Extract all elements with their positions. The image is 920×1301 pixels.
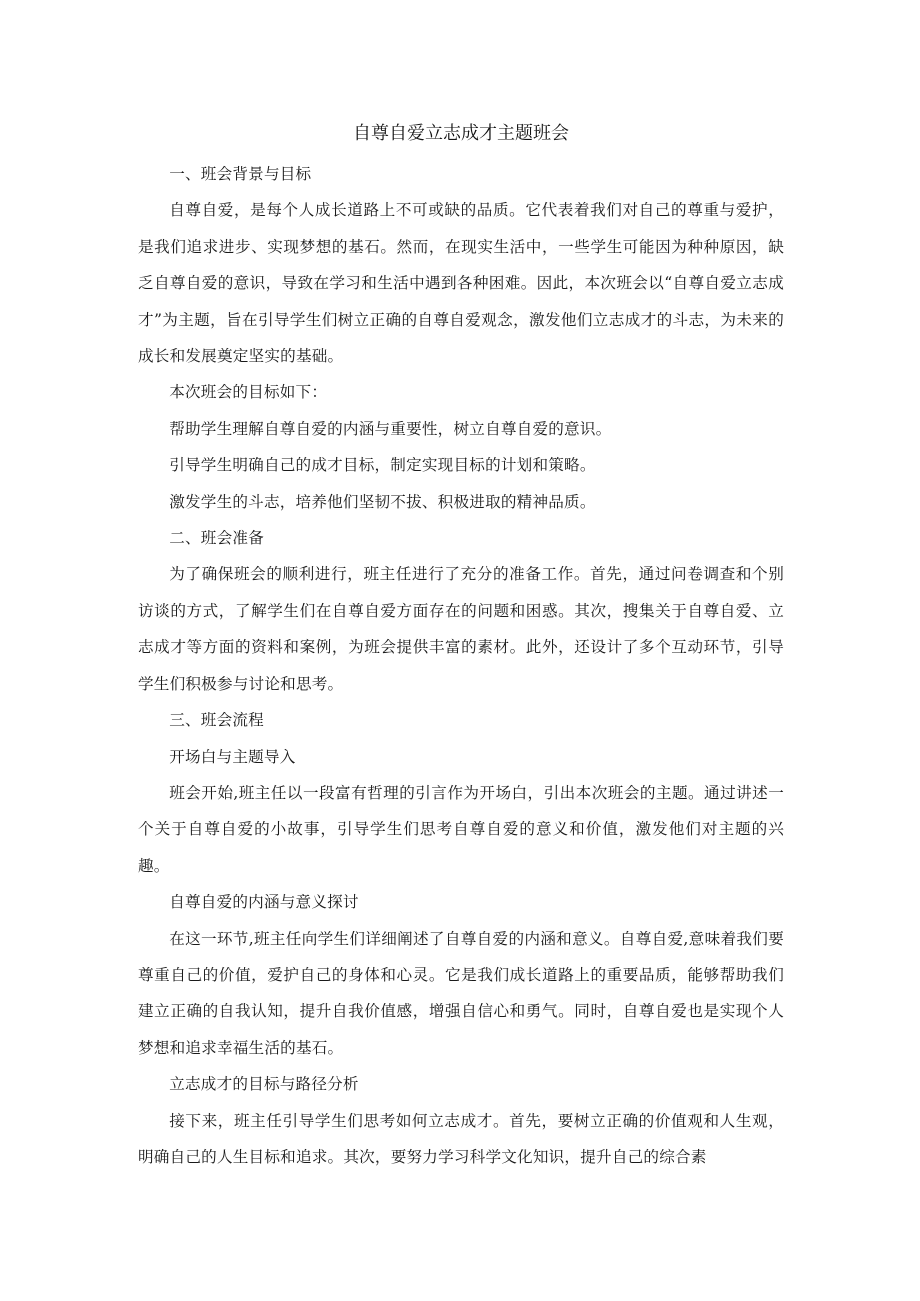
- document-body: [138, 118, 784, 1175]
- section-heading-background: 一、班会背景与目标: [169, 165, 312, 183]
- subheading-goals-path: 立志成才的目标与路径分析: [169, 1075, 359, 1094]
- paragraph-background: 自尊自爱，是每个人成长道路上不可或缺的品质。它代表着我们对自己的尊重与爱护，是我们追求进步、实现梦想的基石。然而，在现实生活中，一些学生可能因为种种原因，缺乏自尊自爱的意识，导致在学习和生活中遇到各种困难。因此，本次班会以“自尊自爱立志成才”为主题，旨在引导学生们树立正确的自尊自爱观念，激发他们立志成才的斗志，为未来的成长和发展奠定坚实的基础。: [138, 201, 784, 366]
- paragraph-goals-path: 接下来，班主任引导学生们思考如何立志成才。首先，要树立正确的价值观和人生观，明确自己的人生目标和追求。其次，要努力学习科学文化知识，提升自己的综合素: [138, 1111, 784, 1166]
- section-heading-process: 三、班会流程: [169, 711, 264, 730]
- goal-item-2: 引导学生明确自己的成才目标，制定实现目标的计划和策略。: [169, 456, 596, 475]
- goal-item-3: 激发学生的斗志，培养他们坚韧不拔、积极进取的精神品质。: [169, 492, 596, 511]
- subheading-opening: 开场白与主题导入: [169, 747, 296, 766]
- goal-item-1: 帮助学生理解自尊自爱的内涵与重要性，树立自尊自爱的意识。: [169, 419, 612, 438]
- subheading-meaning: 自尊自爱的内涵与意义探讨: [169, 893, 359, 912]
- section-heading-preparation: 二、班会准备: [169, 529, 264, 548]
- page-title: 自尊自爱立志成才主题班会: [353, 123, 569, 144]
- paragraph-opening: 班会开始,班主任以一段富有哲理的引言作为开场白，引出本次班会的主题。通过讲述一个关于自尊自爱的小故事，引导学生们思考自尊自爱的意义和价值，激发他们对主题的兴趣。: [138, 783, 784, 875]
- goals-intro: 本次班会的目标如下：: [169, 383, 328, 402]
- paragraph-meaning: 在这一环节,班主任向学生们详细阐述了自尊自爱的内涵和意义。自尊自爱,意味着我们要尊重自己的价值，爱护自己的身体和心灵。它是我们成长道路上的重要品质，能够帮助我们建立正确的自我认知，提升自我价值感，增强自信心和勇气。同时，自尊自爱也是实现个人梦想和追求幸福生活的基石。: [138, 929, 784, 1057]
- paragraph-preparation: 为了确保班会的顺利进行，班主任进行了充分的准备工作。首先，通过问卷调查和个别访谈的方式，了解学生们在自尊自爱方面存在的问题和困惑。其次，搜集关于自尊自爱、立志成才等方面的资料和案例，为班会提供丰富的素材。此外，还设计了多个互动环节，引导学生们积极参与讨论和思考。: [138, 565, 784, 693]
